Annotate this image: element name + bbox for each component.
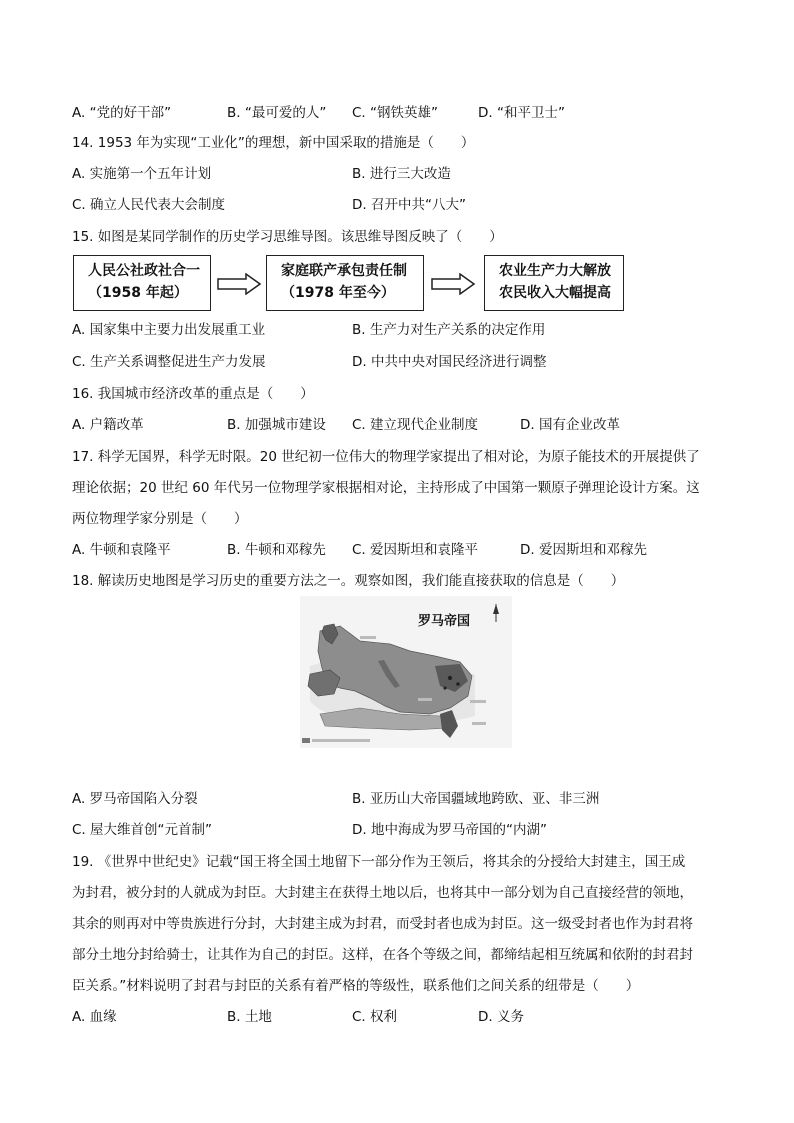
- q16-option-a[interactable]: A. 户籍改革: [72, 417, 144, 433]
- q17-stem-line1: 17. 科学无国界，科学无时限。20 世纪初一位伟大的物理学家提出了相对论，为原子能技术的开展提供了: [72, 449, 700, 465]
- map-graphic: [300, 596, 512, 748]
- q15-option-d[interactable]: D. 中共中央对国民经济进行调整: [352, 354, 547, 370]
- q14-option-a[interactable]: A. 实施第一个五年计划: [72, 166, 212, 182]
- q13-option-d[interactable]: D. “和平卫士”: [478, 105, 565, 121]
- diagram-box-commune: [73, 255, 211, 311]
- q16-option-d[interactable]: D. 国有企业改革: [520, 417, 620, 433]
- roman-empire-map: [300, 596, 512, 748]
- q18-option-c[interactable]: C. 屋大维首创“元首制”: [72, 822, 212, 838]
- diagram-box-contract: [266, 255, 424, 311]
- q14-stem: 14. 1953 年为实现“工业化”的理想，新中国采取的措施是（ ）: [72, 135, 475, 151]
- q17-option-c[interactable]: C. 爱因斯坦和袁隆平: [352, 542, 479, 558]
- map-title: 罗马帝国: [418, 614, 471, 629]
- q13-option-a[interactable]: A. “党的好干部”: [72, 105, 172, 121]
- q17-option-d[interactable]: D. 爱因斯坦和邓稼先: [520, 542, 647, 558]
- q17-stem-line2: 理论依据；20 世纪 60 年代另一位物理学家根据相对论，主持形成了中国第一颗原子弹理论设计方案。这: [72, 480, 700, 496]
- q15-stem: 15. 如图是某同学制作的历史学习思维导图。该思维导图反映了（ ）: [72, 229, 503, 245]
- diagram-box-commune-line1: 人民公社政社合一: [88, 263, 200, 279]
- diagram-arrow-2: [430, 273, 476, 295]
- q18-option-b[interactable]: B. 亚历山大帝国疆域地跨欧、亚、非三洲: [352, 791, 600, 807]
- q18-stem: 18. 解读历史地图是学习历史的重要方法之一。观察如图，我们能直接获取的信息是（ ）: [72, 573, 625, 589]
- q13-option-b[interactable]: B. “最可爱的人”: [227, 105, 327, 121]
- q17-stem-line3: 两位物理学家分别是（ ）: [72, 511, 248, 527]
- q16-option-b[interactable]: B. 加强城市建设: [227, 417, 326, 433]
- q14-option-c[interactable]: C. 确立人民代表大会制度: [72, 197, 226, 213]
- q17-option-b[interactable]: B. 牛顿和邓稼先: [227, 542, 326, 558]
- q16-option-c[interactable]: C. 建立现代企业制度: [352, 417, 479, 433]
- q19-stem-line3: 其余的则再对中等贵族进行分封，大封建主成为封君，而受封者也成为封臣。这一级受封者也作为封君将: [72, 916, 693, 932]
- diagram-box-contract-line2: （1978 年至今）: [281, 285, 395, 301]
- q18-option-d[interactable]: D. 地中海成为罗马帝国的“内湖”: [352, 822, 547, 838]
- q19-stem-line1: 19. 《世界中世纪史》记载“国王将全国土地留下一部分作为王领后，将其余的分授给大封建主，国王成: [72, 854, 686, 870]
- q19-stem-line2: 为封君，被分封的人就成为封臣。大封建主在获得土地以后，也将其中一部分划为自己直接经营的领地，: [72, 885, 693, 901]
- diagram-box-commune-line2: （1958 年起）: [88, 285, 188, 301]
- diagram-arrow-1: [216, 273, 262, 295]
- q19-option-a[interactable]: A. 血缘: [72, 1009, 117, 1025]
- diagram-box-result-line1: 农业生产力大解放: [499, 263, 611, 279]
- q16-stem: 16. 我国城市经济改革的重点是（ ）: [72, 386, 314, 402]
- diagram-box-result-line2: 农民收入大幅提高: [499, 285, 611, 301]
- q19-option-b[interactable]: B. 土地: [227, 1009, 272, 1025]
- q17-option-a[interactable]: A. 牛顿和袁隆平: [72, 542, 171, 558]
- q19-option-c[interactable]: C. 权利: [352, 1009, 398, 1025]
- q14-option-b[interactable]: B. 进行三大改造: [352, 166, 451, 182]
- q15-option-c[interactable]: C. 生产关系调整促进生产力发展: [72, 354, 266, 370]
- diagram-box-contract-line1: 家庭联产承包责任制: [281, 263, 407, 279]
- q18-option-a[interactable]: A. 罗马帝国陷入分裂: [72, 791, 198, 807]
- q13-option-c[interactable]: C. “钢铁英雄”: [352, 105, 438, 121]
- q15-option-b[interactable]: B. 生产力对生产关系的决定作用: [352, 322, 546, 338]
- q19-stem-line4: 部分土地分封给骑士，让其作为自己的封臣。这样，在各个等级之间，都缔结起相互统属和依附的封君封: [72, 947, 693, 963]
- diagram-box-result: [484, 255, 624, 311]
- q14-option-d[interactable]: D. 召开中共“八大”: [352, 197, 466, 213]
- q15-option-a[interactable]: A. 国家集中主要力出发展重工业: [72, 322, 266, 338]
- q19-option-d[interactable]: D. 义务: [478, 1009, 524, 1025]
- q19-stem-line5: 臣关系。”材料说明了封君与封臣的关系有着严格的等级性，联系他们之间关系的纽带是（ ）: [72, 978, 640, 994]
